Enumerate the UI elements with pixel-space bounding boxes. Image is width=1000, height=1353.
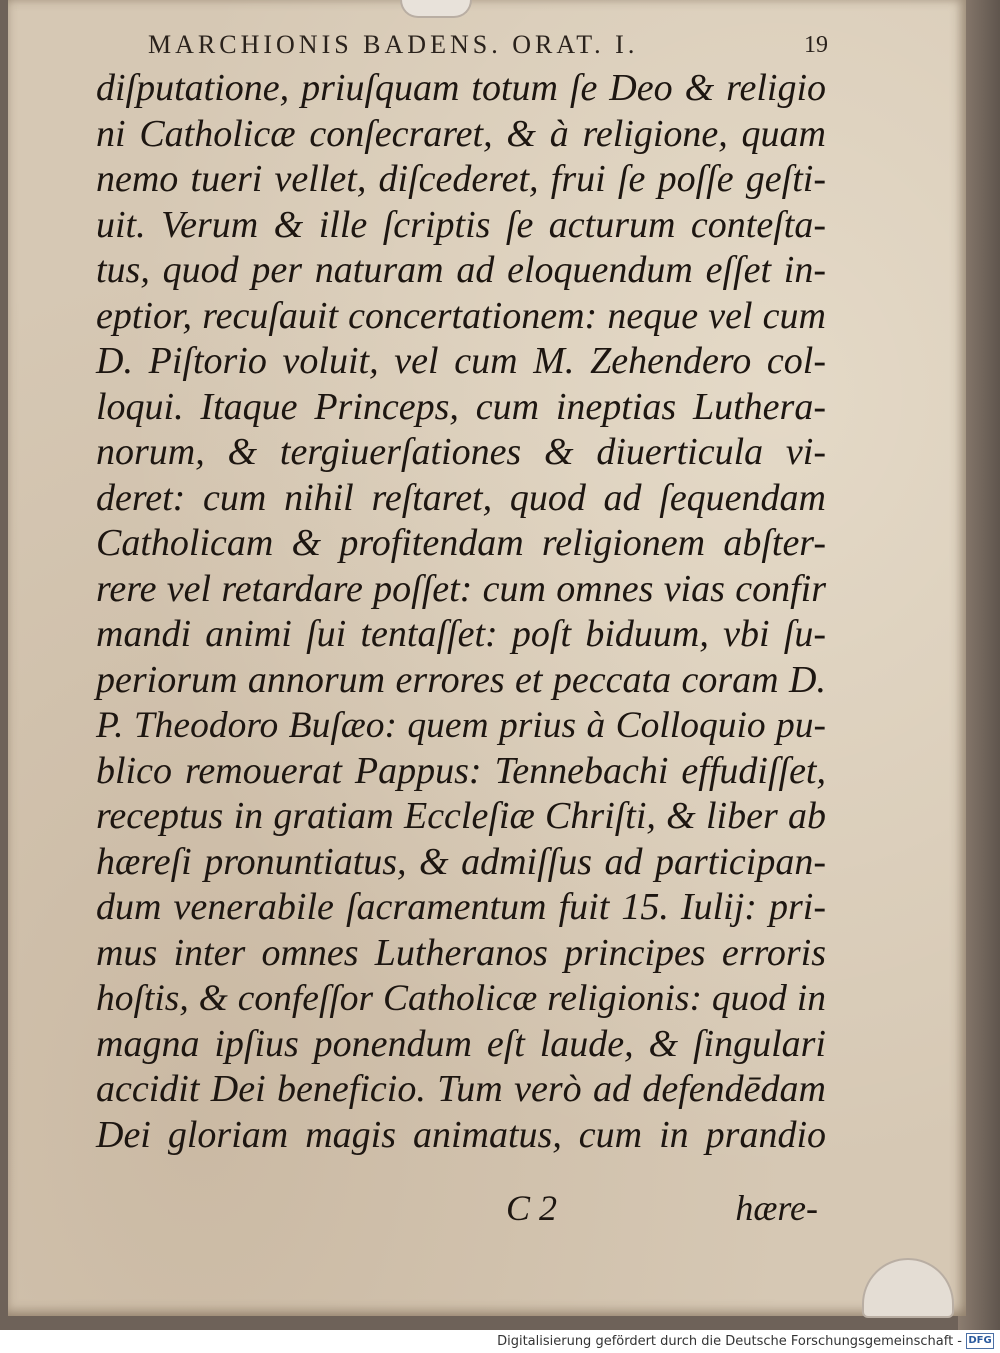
text-line: mandi animi ſui tentaſſet: poſt biduum, vbi ſu-: [96, 613, 826, 655]
text-line: tus, quod per naturam ad eloquendum eſſet in-: [96, 249, 826, 291]
text-line: Dei gloriam magis animatus, cum in prandio: [96, 1113, 826, 1156]
text-line: receptus in gratiam Eccleſiæ Chriſti, & liber ab: [96, 795, 826, 837]
running-head: MARCHIONIS BADENS. ORAT. I.: [148, 30, 639, 59]
text-line: loqui. Itaque Princeps, cum ineptias Luthera-: [96, 385, 826, 428]
text-line: hoſtis, & confeſſor Catholicæ religionis: quod in: [96, 978, 826, 1019]
text-line: uit. Verum & ille ſcriptis ſe acturum conteſta-: [96, 203, 826, 246]
text-line: nemo tueri vellet, diſcederet, frui ſe poſſe geſti-: [96, 158, 826, 200]
text-line: Catholicam & profitendam religionem abſter-: [96, 522, 826, 564]
text-line: diſputatione, priuſquam totum ſe Deo & religio: [96, 67, 826, 109]
credit-bar: [0, 1330, 1000, 1353]
page-number: 19: [804, 32, 828, 58]
page-footer: [506, 1186, 818, 1230]
body-text: [96, 66, 826, 1158]
text-line: magna ipſius ponendum eſt laude, & ſingulari: [96, 1022, 826, 1065]
text-line: deret: cum nihil reſtaret, quod ad ſequendam: [96, 476, 826, 519]
signature-mark: C 2: [506, 1188, 558, 1228]
text-line: hæreſi pronuntiatus, & admiſſus ad participan-: [96, 840, 826, 883]
book-page: [8, 0, 966, 1316]
text-line: ni Catholicæ conſecraret, & à religione, quam: [96, 112, 826, 155]
text-line: dum venerabile ſacramentum fuit 15. Iulij: pri-: [96, 886, 826, 928]
text-line: periorum annorum errores et peccata coram D.: [96, 658, 826, 701]
text-line: accidit Dei beneficio. Tum verò ad defendēdam: [96, 1068, 826, 1110]
text-line: rere vel retardare poſſet: cum omnes vias confir: [96, 567, 826, 610]
text-line: D. Piſtorio voluit, vel cum M. Zehendero col-: [96, 340, 826, 382]
text-line: norum, & tergiuerſationes & diuerticula vi-: [96, 431, 826, 473]
page-header: [148, 30, 828, 60]
credit-text: Digitalisierung gefördert durch die Deutsche Forschungsgemeinschaft -: [497, 1334, 962, 1349]
clamp-top: [400, 0, 472, 18]
catchword: hære-: [735, 1188, 818, 1228]
text-line: mus inter omnes Lutheranos principes erroris: [96, 931, 826, 974]
text-line: P. Theodoro Buſæo: quem prius à Colloquio pu-: [96, 705, 826, 746]
text-line: blico remouerat Pappus: Tennebachi effudiſſet,: [96, 749, 826, 792]
text-line: eptior, recuſauit concertationem: neque vel cum: [96, 294, 826, 337]
dfg-logo-icon: DFG: [966, 1333, 994, 1349]
